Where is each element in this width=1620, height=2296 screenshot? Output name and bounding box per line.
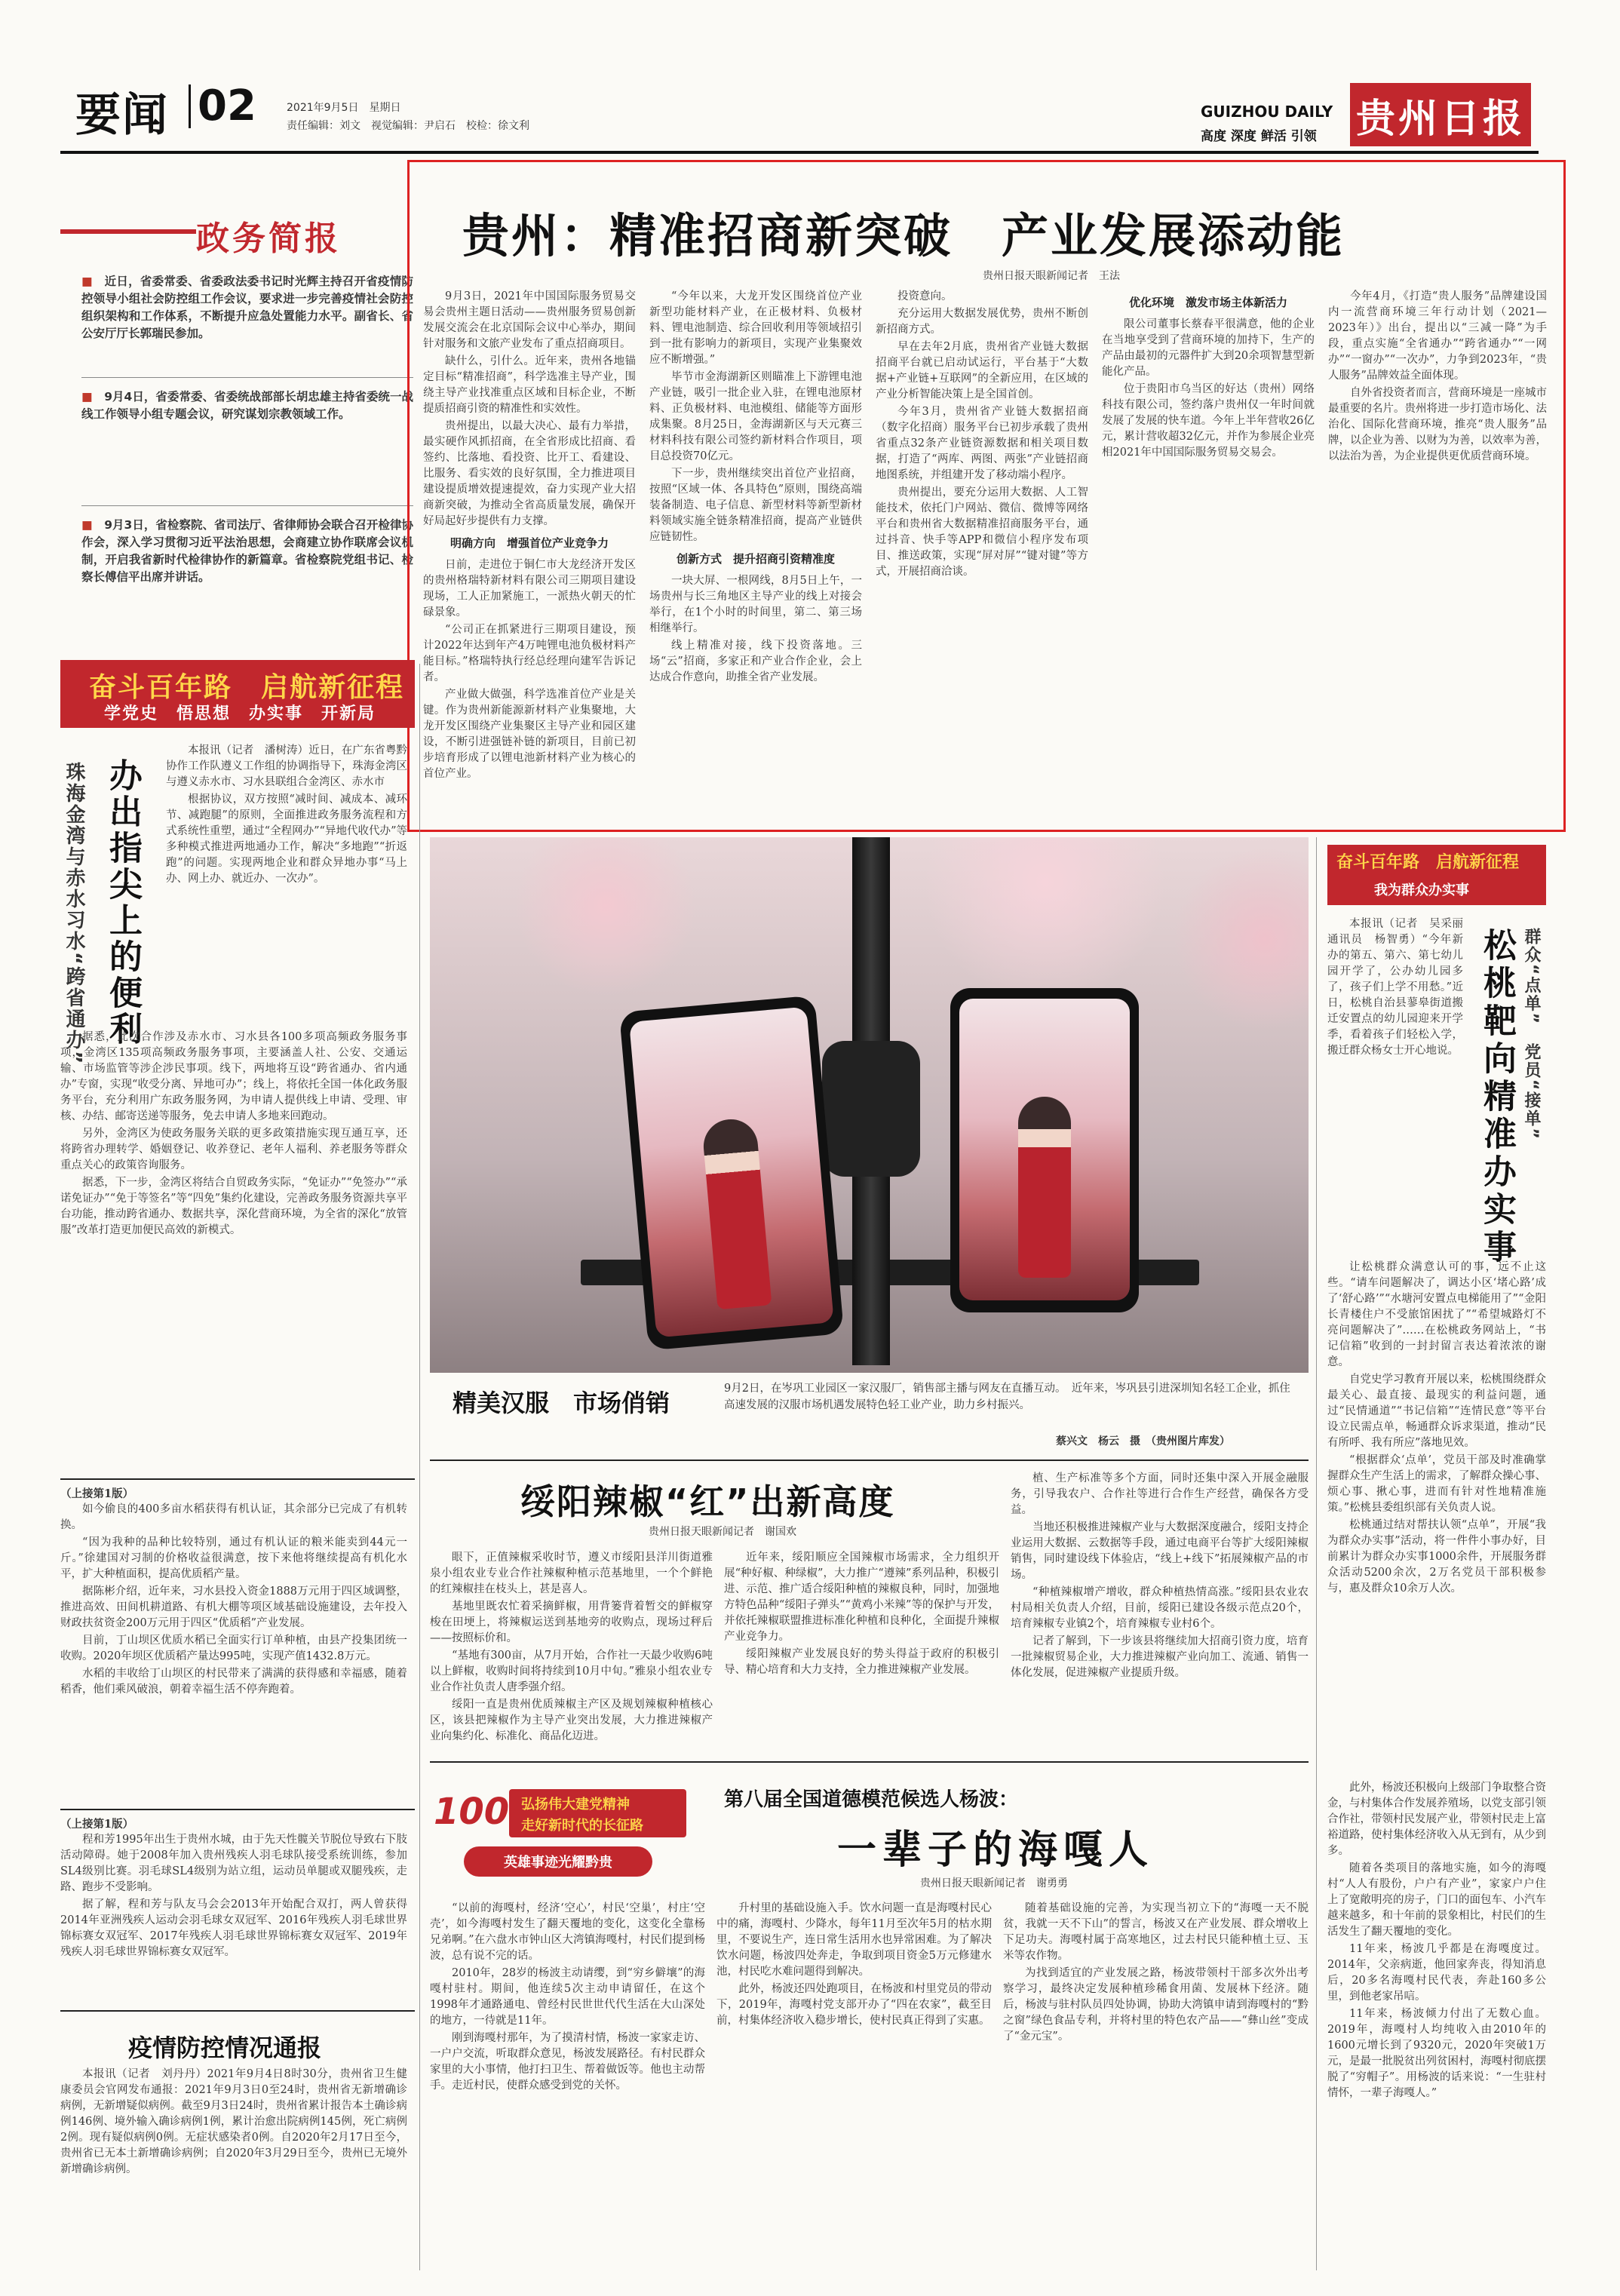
hero-para: 随着基础设施的完善，为实现当初立下的“海嘎一天不脱贫，我就一天不下山”的誓言，杨波又在产业发展、群众增收上下足功夫。海嘎村属于高寒地区，过去村民只能种植土豆、玉米等农作物。 — [1003, 1902, 1309, 1962]
streamer-figure — [701, 1117, 772, 1309]
pepper-para: 植、生产标准等多个方面，同时还集中深入开展金融服务，引导我农户、合作社等进行合作生产经营，确保各方受益。 — [1011, 1472, 1309, 1516]
left-story-para: 根据协议，双方按照“减时间、减成本、减环节、减跑腿”的原则，全面推进政务服务流程和方式系统性重塑，通过“全程网办”“异地代收代办”等多种模式推进两地通办工作，解决“多地跑”“折返跑”的问题。实现两地企业和群众异地办事“马上办、网上办、就近办、一次办”。 — [166, 793, 407, 885]
photo-rule — [430, 1460, 1309, 1461]
hero-badge-line2: 走好新时代的长征路 — [521, 1818, 643, 1834]
left-story-body — [60, 1030, 407, 1475]
left-story-para: 另外，金湾区为使政务服务关联的更多政策措施实现互通互享，还将跨省办理转学、婚姻登记、收养登记、老年人福利、养老服务等群众重点关心的政策咨询服务。 — [60, 1128, 407, 1171]
brief-item-3: ■ 9月3日，省检察院、省司法厅、省律师协会联合召开检律协作会，深入学习贯彻习近平法治思想，会商建立协作联席会议机制，开启我省新时代检律协作的新篇章。省检察院党组书记、检察长傅信平出席并讲话。 — [81, 518, 413, 584]
cont-para: “因为我种的品种比较特别，通过有机认证的粮米能卖到44元一斤。”徐建国对习制的价格收益很满意，按下来他将继续提高有机化水平，扩大种植面积，提高优质稻产量。 — [60, 1536, 407, 1580]
right-story-byline: 本报讯（记者 吴采丽 通讯员 杨智勇）“今年新办的第五、第六、第七幼儿园开学了，公办幼儿园多了，孩子们上学不用愁。”近日，松桃自治县蓼皋街道搬迁安置点的幼儿园迎来开学季，看着孩子们轻松入学，搬迁群众杨女士开心地说。 — [1327, 918, 1474, 1057]
hero-byline: 贵州日报天眼新闻记者 谢勇勇 — [920, 1877, 1068, 1889]
pepper-headline: 绥阳辣椒“红”出新高度 — [520, 1481, 895, 1522]
left-story-subtitle: 珠海金湾与赤水习水“跨省通办” — [63, 762, 85, 1066]
phone-stand-clamp — [822, 1041, 920, 1177]
cont-para: 据陈彬介绍，近年来，习水县投入资金1888万元用于四区域调整，推进高效、田间机耕道路、有机大棚等项区域基础设施建设，去年投入财政扶贫资金200万元用于四区“优质稻”产业发展。 — [60, 1585, 407, 1629]
lead-story-box — [407, 160, 1566, 832]
phone-left-screen — [629, 1007, 834, 1338]
continued-label-1: （上接第1版） — [60, 1487, 134, 1500]
right-story-lead — [1327, 916, 1474, 1256]
briefs-title-bar — [60, 211, 415, 258]
hero-para: “以前的海嘎村，经济‘空心’，村民‘空巢’，村庄‘空壳’，如今海嘎村发生了翻天覆地的变化，这变化全靠杨兄弟啊。”在六盘水市钟山区大湾镇海嘎村，村民们提到杨波，总有说不完的话。 — [430, 1902, 705, 1962]
continued-label-2: （上接第1版） — [60, 1818, 134, 1831]
masthead — [0, 0, 1620, 158]
hero-col-3 — [1003, 1901, 1309, 2270]
pepper-para: 基地里既农忙着采摘鲜椒，用背篓背着暂交的鲜椒穿梭在田埂上，将辣椒运送到基地旁的收购点，现场过秤后——按照标价和。 — [430, 1601, 713, 1644]
lead-para: 位于贵阳市乌当区的好达（贵州）网络科技有限公司，签约落户贵州仅一年时间就发展了发展的快车道。今年上半年营收26亿元，累计营收超32亿元，并作为参展企业亮相2021年中国国际服务贸易交易会。 — [1102, 383, 1315, 459]
lead-para: 毕节市金海湖新区则瞄准上下游锂电池产业链，吸引一批企业入驻，在锂电池原材料、正负极材料、电池模组、储能等方面形成集聚。8月25日，金海湖新区与天元赛三材料科技有限公司签约新材料合作项目，项目总投资70亿元。 — [649, 371, 862, 462]
lead-para: 投资意向。 — [897, 290, 953, 302]
paper-logo-text: 贵州日报 — [1355, 95, 1525, 142]
hero-col-2 — [716, 1901, 992, 2270]
lead-subhead-1: 明确方向 增强首位产业竞争力 — [449, 536, 609, 550]
pepper-para: 眼下，正值辣椒采收时节，遵义市绥阳县洋川街道雅泉小组农业专业合作社辣椒种植示范基地里，一个个鲜艳的红辣椒挂在枝头上，甚是喜人。 — [430, 1552, 713, 1595]
lead-para: 贵州提出，要充分运用大数据、人工智能技术，依托门户网站、微信、微博等网络平台和贵州省大数据精准招商服务平台，通过抖音、快手等APP和微信小程序发布项目、推送政策，实现“屏对屏”“键对键”等方式，开展招商洽谈。 — [876, 487, 1088, 578]
left-story-para: 据悉，此次合作涉及赤水市、习水县各100多项高频政务服务事项，金湾区135项高频政务服务事项，主要涵盖人社、公安、交通运输、市场监管等涉企涉民事项。线下，两地将互设“跨省通办、省内通办”专窗，实现“收受分离、异地可办”；线上，将依托全国一体化政务服务平台，充分利用广东政务服务网，为申请人提供线上申请、受理、审核、办结、邮寄送递等服务，免去申请人多地来回跑动。 — [60, 1031, 407, 1122]
hero-col-4 — [1327, 1780, 1546, 2270]
right-story-title: 松桃靶向精准办实事 — [1477, 928, 1516, 1267]
lead-col-2 — [649, 289, 862, 817]
brief-text-3: 9月3日，省检察院、省司法厅、省律师协会联合召开检律协作会，深入学习贯彻习近平法治思想，会商建立协作联席会议机制，开启我省新时代检律协作的新篇章。省检察院党组书记、检察长傅信平出席并讲话。 — [81, 518, 413, 584]
continued-story-1 — [60, 1486, 407, 1803]
brief-item-1: ■ 近日，省委常委、省委政法委书记时光辉主持召开省疫情防控领导小组社会防控组工作会议，要求进一步完善疫情社会防控组织架构和工作体系，不断提升应急处置能力水平。副省长、省公安厅厅长郭瑞民参加。 — [81, 275, 413, 340]
pepper-rule — [430, 1761, 1309, 1763]
fendou-badge-left — [60, 660, 415, 728]
right-story-para: 松桃通过结对帮扶认领“点单”，开展“我为群众办实事”活动，将一件件小事办好，目前累计为群众办实事1000余件，开展服务群众活动5200余次，2万名党员干部积极参与，惠及群众10余万人次。 — [1327, 1519, 1546, 1595]
right-story-para: 让松桃群众满意认可的事，远不止这些。“请车问题解决了，调达小区‘堵心路’成了‘舒心路’”“水塘河安置点电梯能用了”“金阳长青楼住户不受旅馆困扰了”“希望城路灯不亮问题解决了”……在松桃政务网站上，“书记信箱”收到的一封封留言表达着浓浓的谢意。 — [1327, 1261, 1546, 1368]
lead-para: 日前，走进位于铜仁市大龙经济开发区的贵州格瑞特新材料有限公司三期项目建设现场，工人正加紧施工，一派热火朝天的忙碌景象。 — [423, 559, 636, 619]
lead-para: 今年3月，贵州省产业链大数据招商（数字化招商）服务平台已初步承载了贵州省重点32条产业链资源数据和相关项目数据，打造了“两库、两图、两张”产业链招商地图系统，并组建开发了移动端小程序。 — [876, 406, 1088, 481]
brief-item-2: ■ 9月4日，省委常委、省委统战部部长胡忠雄主持省委统一战线工作领导小组专题会议，研究谋划宗教领域工作。 — [81, 390, 413, 421]
lead-para: “公司正在抓紧进行三期项目建设，预计2022年达到年产4万吨锂电池负极材料产能目标。”格瑞特执行经总经理向建军告诉记者。 — [423, 624, 636, 683]
lead-byline: 贵州日报天眼新闻记者 王法 — [983, 270, 1120, 282]
pepper-para: 当地还积极推进辣椒产业与大数据深度融合，绥阳支持企业运用大数据、云数据等手段，通过电商平台等扩大绥阳辣椒销售，同时建设线下体验店，“线上+线下”拓展辣椒产品的市场。 — [1011, 1521, 1309, 1581]
pepper-para: 绥阳一直是贵州优质辣椒主产区及规划辣椒种植核心区，该县把辣椒作为主导产业突出发展，大力推进辣椒产业向集约化、标准化、商品化迈进。 — [430, 1699, 713, 1742]
hero-para: 2010年，28岁的杨波主动请缨，到“穷乡僻壤”的海嘎村驻村。期间，他连续5次主动申请留任，在这个1998年才通路通电、曾经村民世世代代生活在大山深处的地方，一待就是11年。 — [430, 1967, 705, 2027]
lead-col-3 — [876, 289, 1088, 817]
lead-col-4 — [1102, 289, 1315, 817]
pepper-para: “种植辣椒增产增收，群众种植热情高涨。”绥阳县农业农村局相关负责人介绍，目前，绥阳已建设各级示范点20个，培育辣椒专业镇2个，培育辣椒专业村6个。 — [1011, 1586, 1309, 1630]
fendou-right-title: 奋斗百年路 启航新征程 — [1336, 853, 1520, 872]
lead-para: 产业做大做强，科学选准首位产业是关键。作为贵州新能源新材料产业集聚地，大龙开发区围绕产业集聚区主导产业和园区建设，不断引进强链补链的新项目，目前已初步培育形成了以锂电池新材料产业为核心的首位产业。 — [423, 689, 636, 780]
left-story-para: 据悉，下一步，金湾区将结合自贸政务实际，“免证办”“免签办”“承诺免证办”“免于等签名”等“四免”集约化建设，完善政务服务资源共享平台功能，推动跨省通办、数据共享，深化营商环境，为全省的深化“放管服”改革打造更加便民高效的新模式。 — [60, 1177, 407, 1236]
right-story-subtitle: 群众“点单” 党员“接单” — [1522, 928, 1541, 1140]
lead-para: 9月3日，2021年中国国际服务贸易交易会贵州主题日活动——贵州服务贸易创新发展交流会在北京国际会议中心举办，期间针对服务和文旅产业发布了重点招商项目。 — [423, 290, 636, 350]
lead-para: 限公司董事长蔡春平很满意，他的企业在当地享受到了营商环境的加持下，生产的产品由最初的元器件扩大到20余项智慧型新能化产品。 — [1102, 318, 1315, 378]
left-story-title: 办出指尖上的便利 — [103, 758, 142, 1048]
lead-para: 早在去年2月底，贵州省产业链大数据招商平台就已启动试运行，平台基于“大数据+产业链+互联网”的全新应用，在区域的产业分析智能决策上是全国首创。 — [876, 341, 1088, 401]
hero-para: 11年来，杨波几乎都是在海嘎度过。2014年，父亲病逝，他回家奔丧，得知消息后，20多名海嘎村民代表，奔赴160多公里，到他老家吊唁。 — [1327, 1943, 1546, 2003]
right-column-rule — [1316, 837, 1317, 2270]
lead-para: 下一步，贵州继续突出首位产业招商，按照“区域一体、各具特色”原则，围绕高端装备制造、电子信息、新型材料等新型新材料领域实施全链条精准招商，提高产业链供应链韧性。 — [649, 468, 862, 543]
hero-para: 此外，杨波还四处跑项目，在杨波和村里党员的带动下，2019年，海嘎村党支部开办了“四在农家”，截至目前，村集体经济收入稳步增长，使村民真正得到了实惠。 — [716, 1983, 992, 2027]
left-story-byline: 本报讯（记者 潘树涛）近日，在广东省粤黔协作工作队遵义工作组的协调指导下，珠海金湾区与遵义赤水市、习水县联组合金湾区、赤水市 — [166, 744, 407, 788]
hero-badge-line-box — [509, 1789, 686, 1837]
cont-para: 程和芳1995年出生于贵州水城，由于先天性髋关节脱位导致右下肢活动障碍。她于2008年加入贵州残疾人羽毛球队接受系统训练，参加SL4级别比赛。羽毛球SL4级别为站立组，运动员单腿或双腿残疾，走路、跑步不受影响。 — [60, 1834, 407, 1893]
cont-para: 如今偷良的400多亩水稻获得有机认证，其余部分已完成了有机转换。 — [60, 1503, 407, 1531]
lead-para: “今年以来，大龙开发区围绕首位产业新型功能材料产业，在正极材料、负极材料、锂电池制造、综合回收利用等领域招引到一批有影响力的新项目，实现产业集聚效应不断增强。” — [649, 290, 862, 366]
photo-caption: 9月2日，在岑巩工业园区一家汉服厂，销售部主播与网友在直播互动。 近年来，岑巩县引进深圳知名轻工企业，抓住高速发展的汉服市场机遇发展特色轻工业产业，助力乡村振兴。 — [724, 1383, 1290, 1411]
right-story-para: “根据群众‘点单’，党员干部及时准确掌握群众生产生活上的需求，了解群众操心事、烦心事、揪心事，进而有针对性地精准施策。”松桃县委组织部有关负责人说。 — [1327, 1454, 1546, 1514]
lead-para: 线上精准对接，线下投资落地。三场“云”招商，多家正和产业合作企业，会上达成合作意向，助推全省产业发展。 — [649, 640, 862, 683]
briefs-title: 政务简报 — [196, 219, 341, 258]
hero-para: 此外，杨波还积极向上级部门争取整合资金，与村集体合作发展养殖场，以党支部引领合作社，带领村民发展产业，带领村民走上富裕道路，使村集体经济收入从无到有，从少到多。 — [1327, 1782, 1546, 1857]
lead-subhead-3: 优化环境 激发市场主体新活力 — [1128, 296, 1287, 309]
phone-right — [950, 988, 1139, 1312]
pepper-col-3 — [1011, 1471, 1309, 1754]
hero-para: 11年来，杨波倾力付出了无数心血。2019年，海嘎村人均纯收入由2010年的1600元增长到了9320元，2020年突破1万元，是最一批脱贫出列贫困村，海嘎村彻底摆脱了“穷帽子”。用杨波的话来说：“一生驻村情怀，一辈子海嘎人。” — [1327, 2008, 1546, 2099]
header-rule — [60, 151, 1539, 154]
issue-date: 2021年9月5日 星期日 — [287, 102, 401, 114]
brief-text-2: 9月4日，省委常委、省委统战部部长胡忠雄主持省委统一战线工作领导小组专题会议，研究谋划宗教领域工作。 — [81, 390, 413, 421]
hero-badge-sub: 英雄事迹光耀黔贵 — [504, 1855, 612, 1871]
pepper-col-2 — [724, 1550, 999, 1754]
fendou-right-subtitle: 我为群众办实事 — [1374, 882, 1469, 898]
left-divider-1 — [60, 1478, 415, 1480]
lead-col-5 — [1328, 289, 1547, 817]
hero-headline: 一辈子的海嘎人 — [837, 1828, 1155, 1873]
hero-kicker: 第八届全国道德模范候选人杨波： — [724, 1788, 1019, 1811]
left-story-lead — [166, 743, 407, 1030]
pepper-para: 记者了解到，下一步该县将继续加大招商引资力度，培育一批辣椒贸易企业，大力推进辣椒产业向加工、流通、销售一体化发展，促进辣椒产业提质升级。 — [1011, 1635, 1309, 1679]
hero-badge — [434, 1789, 690, 1887]
lead-para: 充分运用大数据发展优势，贵州不断创新招商方式。 — [876, 308, 1088, 336]
fendou-title: 奋斗百年路 启航新征程 — [89, 672, 405, 703]
pepper-para: “基地有300亩，从7月开始，合作社一天最少收购6吨以上鲜椒，收购时间将持续到10月中旬。”雅泉小组农业专业合作社负责人唐季强介绍。 — [430, 1650, 713, 1693]
briefs-block — [60, 173, 415, 634]
lead-para: 今年4月，《打造“贵人服务”品牌建设国内一流营商环境三年行动计划（2021—2023年）》出台，提出以“三减一降”为手段，重点实施“全省通办”“跨省通办”“一网办”“一窗办”“一次办”，力争到2023年，“贵人服务”品牌效益全面体现。 — [1328, 290, 1547, 382]
pepper-col-1 — [430, 1550, 713, 1754]
lead-headline: 贵州：精准招商新突破 产业发展添动能 — [462, 208, 1345, 263]
page-number: 02 — [198, 81, 256, 130]
left-column-rule — [419, 664, 420, 2270]
epidemic-body — [60, 2067, 407, 2255]
pepper-byline: 贵州日报天眼新闻记者 谢国欢 — [649, 1526, 796, 1538]
cont-para: 目前，丁山坝区优质水稻已全面实行订单种植，由县产投集团统一收购。2020年坝区优质稻产量达995吨，实现产值1432.8万元。 — [60, 1635, 407, 1662]
photo-credit: 蔡兴文 杨云 摄 （贵州图片库发） — [1056, 1435, 1230, 1447]
paper-english-name: GUIZHOU DAILY — [1201, 103, 1333, 121]
cont-para: 据了解，程和芳与队友马会会2013年开始配合双打，两人曾获得2014年亚洲残疾人运动会羽毛球女双冠军、2016年残疾人羽毛球世界锦标赛女双冠军、2017年残疾人羽毛球世界锦标赛女双冠军、2019年残疾人羽毛球世界锦标赛女双冠军。 — [60, 1898, 407, 1958]
lead-col-1 — [423, 289, 636, 817]
phone-right-screen — [959, 999, 1130, 1300]
epidemic-text: 本报讯（记者 刘丹丹）2021年9月4日8时30分，贵州省卫生健康委员会官网发布通报：2021年9月3日0至24时，贵州省无新增确诊病例，无新增疑似病例。截至9月3日24时，贵州省累计报告本土确诊病例146例、境外输入确诊病例1例，累计治愈出院病例145例，死亡病例2例。现有疑似病例0例。无症状感染者0例。自2020年2月17日至今，贵州省已无本土新增确诊病例；自2020年3月29日至今，贵州已无境外新增确诊病例。 — [60, 2068, 407, 2175]
lead-para: 缺什么，引什么。近年来，贵州各地锚定目标“精准招商”，科学选准主导产业，围绕主导产业找准重点区域和目标企业，不断提质招商引资的精准性和实效性。 — [423, 355, 636, 415]
paper-slogan: 高度 深度 鲜活 引领 — [1201, 129, 1317, 144]
left-divider-2 — [60, 1809, 415, 1810]
editor-credits: 责任编辑：刘文 视觉编辑：尹启石 校检：徐文利 — [287, 120, 529, 132]
phone-left — [619, 996, 844, 1351]
section-separator — [189, 84, 191, 128]
hero-para: 为找到适宜的产业发展之路，杨波带领村干部多次外出考察学习，最终决定发展种植珍稀食用菌、发展林下经济。随后，杨波与驻村队员四处协调，协助大湾镇申请到海嘎村的“黔之窗”绿色食品专利，并将村里的特色农产品——“彝山丝”变成了“金元宝”。 — [1003, 1967, 1309, 2043]
streamer-figure — [1018, 1097, 1071, 1278]
right-story-para: 自党史学习教育开展以来，松桃围绕群众最关心、最直接、最现实的利益问题，通过“民情通道”“书记信箱”“连情民意”等平台设立民需点单，畅通群众诉求渠道，推动“民有所呼、我有所应”落地见效。 — [1327, 1374, 1546, 1449]
pepper-para: 绥阳辣椒产业发展良好的势头得益于政府的积极引导、精心培育和大力支持，全力推进辣椒产业发展。 — [724, 1648, 999, 1676]
lead-subhead-2: 创新方式 提升招商引资精准度 — [676, 552, 835, 566]
paper-logo — [1350, 83, 1531, 146]
fendou-badge-right — [1327, 845, 1546, 905]
photo-headline: 精美汉服 市场俏销 — [453, 1389, 670, 1417]
hero-para: 刚到海嘎村那年，为了摸清村情，杨波一家家走访、一户户交流，听取群众意见，杨波发展路径。有村民群众家里的大小事情，他打扫卫生、帮着做饭等。他也主动帮手。走近村民，使群众感受到党的关怀。 — [430, 2032, 705, 2092]
continued-story-2 — [60, 1816, 407, 2005]
left-divider-3 — [60, 2010, 415, 2012]
hero-badge-100: 100 — [434, 1791, 510, 1833]
lead-para: 自外省投资者而言，营商环境是一座城市最重要的名片。贵州将进一步打造市场化、法治化、国际化营商环境，推亮“贵人服务”品牌，以企业为善、以财为为善，以效率为善，以法治为善，为企业提供更优质营商环境。 — [1328, 387, 1547, 462]
lead-para: 贵州提出，以最大决心、最有力举措，最实硬作风抓招商，在全省形成比招商、看签约、比落地、看投资、比开工、看建设、比服务、看实效的良好氛围，全力推进项目建设提质增效提速提效，奋力实现产业大招商新突破，为推动全省高质量发展，确保开好局起好步提供有力支撑。 — [423, 420, 636, 527]
hero-badge-line1: 弘扬伟大建党精神 — [521, 1797, 630, 1813]
section-title: 要闻 — [75, 89, 169, 142]
hero-para: 升村里的基础设施入手。饮水问题一直是海嘎村民心中的痛，海嘎村、少降水，每年11月至次年5月的枯水期里，不要说生产，连日常生活用水也异常困难。为了解决饮水问题，杨波四处奔走，争取到项目资金5万元修建水池，村民吃水难问题得到解决。 — [716, 1902, 992, 1978]
cont-para: 水稻的丰收给丁山坝区的村民带来了满满的获得感和幸福感，随着稻香，他们乘风破浪，朝着幸福生活不停奔跑着。 — [60, 1668, 407, 1696]
livestream-photo — [430, 837, 1309, 1373]
hero-para: 随着各类项目的落地实施，如今的海嘎村“人人有股份，户户有产业”，家家户户住上了宽敞明亮的房子，门口的面包车、小汽车越来越多，和十年前的景象相比，村民们的生活发生了翻天覆地的变化。 — [1327, 1862, 1546, 1938]
brief-text-1: 近日，省委常委、省委政法委书记时光辉主持召开省疫情防控领导小组社会防控组工作会议，要求进一步完善疫情社会防控组织架构和工作体系，不断提升应急处置能力水平。副省长、省公安厅厅长郭瑞民参加。 — [81, 275, 413, 340]
pepper-para: 近年来，绥阳顺应全国辣椒市场需求，全力组织开展“种好椒、种绿椒”，大力推广“遵辣”系列品种，积极引进、示范、推广适合绥阳种植的辣椒良种，同时，加强地方特色品种“绥阳子弹头”“黄鸡小米辣”等的保护与开发，并依托辣椒联盟推进标准化种植和良种化，全面提升辣椒产业竞争力。 — [724, 1552, 999, 1643]
epidemic-title: 疫情防控情况通报 — [128, 2034, 322, 2062]
hero-badge-sub-box — [464, 1846, 652, 1877]
hero-col-1 — [430, 1901, 705, 2270]
fendou-subtitle: 学党史 悟思想 办实事 开新局 — [104, 704, 376, 723]
lead-para: 一块大屏、一根网线，8月5日上午，一场贵州与长三角地区主导产业的线上对接会举行，在1个小时的时间里，第二、第三场相继举行。 — [649, 575, 862, 634]
